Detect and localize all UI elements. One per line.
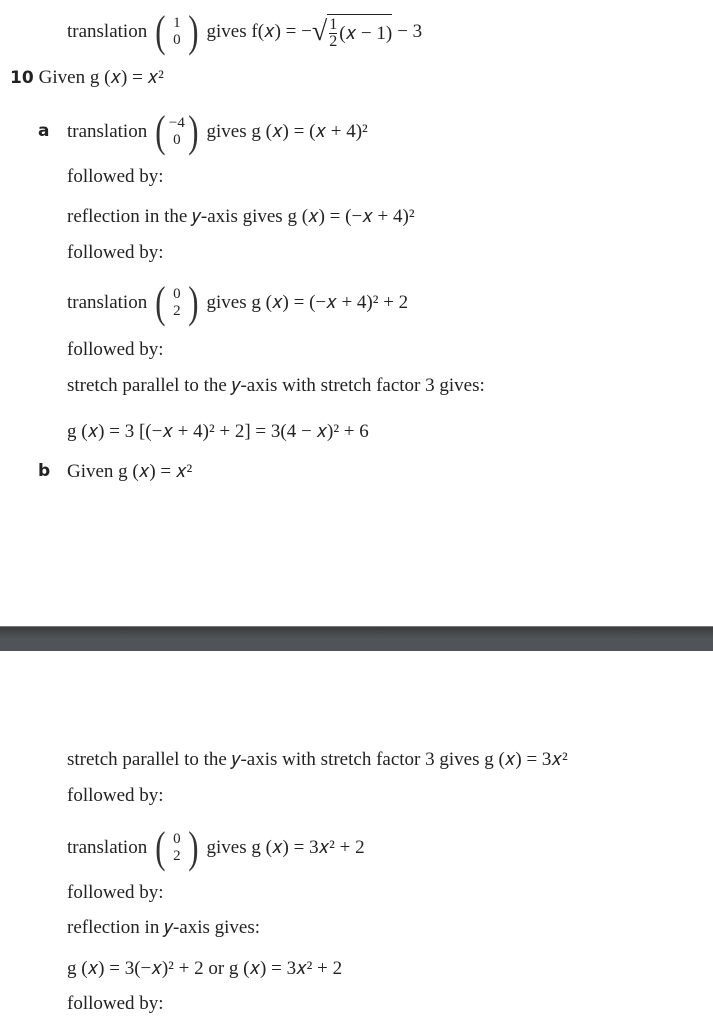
text: translation bbox=[67, 292, 148, 313]
text: Given g (𝑥) = 𝑥² bbox=[67, 461, 193, 482]
text: (𝑥 − 1) bbox=[339, 22, 393, 44]
text: translation bbox=[67, 837, 148, 858]
vec-bottom: 2 bbox=[173, 303, 181, 319]
text: stretch parallel to the 𝑦-axis with stretch factor 3 gives: bbox=[67, 375, 485, 396]
a-line-1 bbox=[67, 107, 368, 156]
vector: ( −4 0 ) bbox=[155, 107, 199, 156]
vec-bottom: 0 bbox=[173, 132, 181, 148]
text: reflection in the 𝑦-axis gives g (𝑥) = (−𝑥 + 4)² bbox=[67, 206, 415, 227]
square-root bbox=[312, 14, 392, 50]
vec-top: 0 bbox=[173, 831, 181, 847]
text: translation bbox=[67, 21, 148, 42]
text: − 3 bbox=[397, 21, 423, 42]
text: gives g (𝑥) = 3𝑥² + 2 bbox=[206, 837, 365, 858]
text: followed by: bbox=[67, 339, 164, 360]
question-10 bbox=[10, 58, 164, 98]
text: gives f(𝑥) = − bbox=[206, 21, 312, 42]
text: reflection in 𝑦-axis gives: bbox=[67, 917, 261, 938]
vec-top: 0 bbox=[173, 286, 181, 302]
root-sign: √ bbox=[311, 16, 328, 47]
text: followed by: bbox=[67, 882, 164, 903]
question-number: 10 bbox=[10, 68, 34, 88]
text: stretch parallel to the 𝑦-axis with stretch factor 3 gives g (𝑥) = 3𝑥² bbox=[67, 749, 568, 770]
text: followed by: bbox=[67, 166, 164, 187]
vec-bottom: 0 bbox=[173, 32, 181, 48]
denominator: 2 bbox=[329, 33, 338, 50]
vector: ( 1 0 ) bbox=[155, 7, 199, 56]
text: gives g (𝑥) = (−𝑥 + 4)² + 2 bbox=[206, 292, 409, 313]
vec-bottom: 2 bbox=[173, 848, 181, 864]
page-divider bbox=[0, 626, 713, 651]
part-label: a bbox=[38, 121, 50, 141]
vec-top: 1 bbox=[173, 15, 181, 31]
text: translation bbox=[67, 121, 148, 142]
b-line-2 bbox=[67, 823, 365, 872]
text: followed by: bbox=[67, 242, 164, 263]
vector: ( 0 2 ) bbox=[155, 823, 199, 872]
text: g (𝑥) = 3(−𝑥)² + 2 or g (𝑥) = 3𝑥² + 2 bbox=[67, 958, 343, 979]
text: Given g (𝑥) = 𝑥² bbox=[38, 67, 164, 88]
text: gives g (𝑥) = (𝑥 + 4)² bbox=[206, 121, 368, 142]
top-line bbox=[67, 7, 423, 56]
part-label: b bbox=[38, 461, 51, 481]
text: followed by: bbox=[67, 993, 164, 1014]
text: g (𝑥) = 3 [(−𝑥 + 4)² + 2] = 3(4 − 𝑥)² + 6 bbox=[67, 421, 369, 442]
a-line-3 bbox=[67, 278, 409, 327]
vec-top: −4 bbox=[168, 115, 185, 131]
numerator: 1 bbox=[329, 16, 338, 33]
text: followed by: bbox=[67, 785, 164, 806]
vector: ( 0 2 ) bbox=[155, 278, 199, 327]
